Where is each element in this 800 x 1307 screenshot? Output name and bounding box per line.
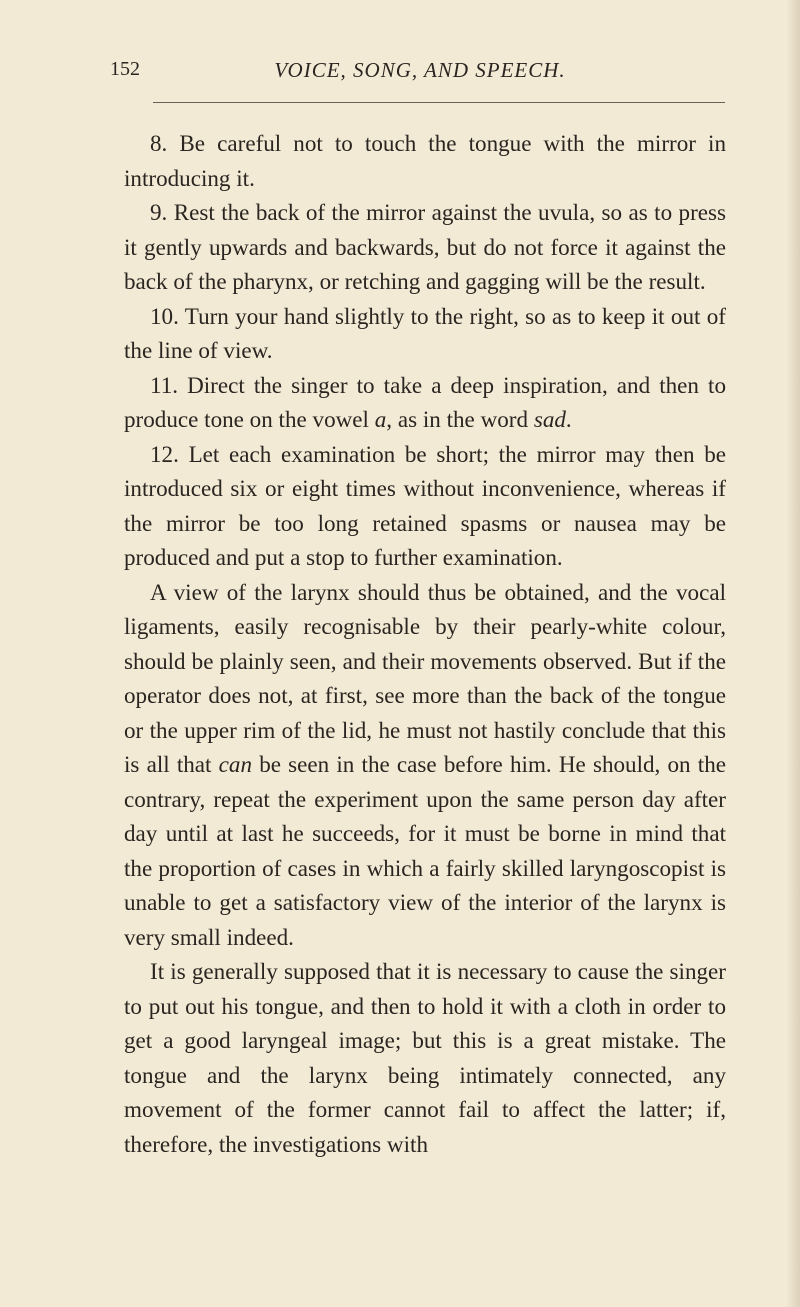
text-span: . — [565, 406, 572, 432]
text-span: be seen in the case before him. He should, on the contrary, repeat the experiment upon the same person day after day until at last he succeeds, for it must be borne in mind that the proportion of cases in which a fairly skilled laryngoscopist is unable to get a satisfactory view of the interior of the larynx is very small indeed. — [124, 751, 726, 950]
italic-vowel: a — [374, 406, 387, 432]
italic-word: sad — [533, 406, 566, 432]
paragraph-tongue: It is generally supposed that it is necessary to cause the singer to put out his tongue, and then to hold it with a cloth in order to get a good laryngeal image; but this is a great mistake. The tongue and the larynx being intimately connected, any movement of the former cannot fail to affect the latter; if, therefore, the investigations with — [124, 958, 726, 1157]
italic-can: can — [218, 751, 253, 777]
page-edge-shadow — [786, 0, 800, 1307]
paragraph-item-8: 8. Be careful not to touch the tongue with the mirror in introducing it. — [124, 130, 726, 191]
paragraph-item-10: 10. Turn your hand slightly to the right, so as to keep it out of the line of view. — [124, 302, 726, 363]
page-number: 152 — [110, 58, 140, 80]
paragraph-item-9: 9. Rest the back of the mirror against the uvula, so as to press it gently upwards and backwards, but do not force it against the back of the pharynx, or retching and gagging will be the result. — [124, 199, 726, 294]
text-span: , as in the word — [386, 406, 534, 432]
paragraph-larynx-view — [124, 575, 726, 955]
text-span: 11. Direct the singer to take a deep inspiration, and then to produce tone on the vowel — [124, 371, 726, 432]
text-span: A view of the larynx should thus be obtained, and the vocal ligaments, easily recognisable by their pearly-white colour, should be plainly seen, and their movements observed. But if the operator does not, at first, see more than the back of the tongue or the upper rim of the lid, he must not hastily conclude that this is all that — [124, 578, 726, 777]
paragraph-item-11 — [124, 368, 726, 437]
paragraph-item-12: 12. Let each examination be short; the mirror may then be introduced six or eight times without inconvenience, whereas if the mirror be too long retained spasms or nausea may be produced and put a stop to further examination. — [124, 440, 726, 570]
running-head — [110, 58, 730, 88]
header-rule — [153, 102, 725, 103]
body-text — [124, 126, 726, 1161]
running-title: VOICE, SONG, AND SPEECH. — [274, 58, 566, 82]
